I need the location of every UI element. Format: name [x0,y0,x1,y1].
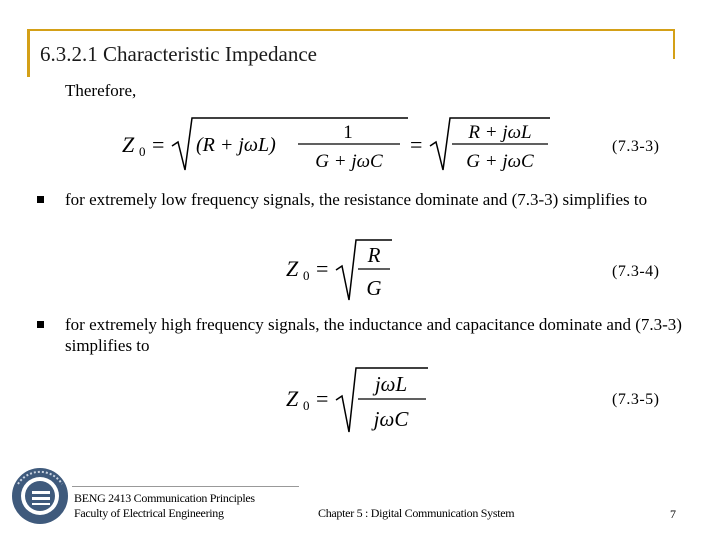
eq3-num: jωL [374,372,408,396]
eq1-frac2-den: G + jωC [466,151,534,172]
equation-7-3-5 [284,364,444,441]
footer-faculty: Faculty of Electrical Engineering [74,506,224,520]
eq3-z: Z [286,386,299,411]
footer-divider [72,486,299,487]
eq3-den: jωC [373,407,409,431]
bullet-marker [37,196,44,203]
eq2-den: G [366,276,382,300]
eq1-paren-term: (R + jωL) [196,134,276,156]
eq1-equals-1: = [152,132,165,157]
equation-7-3-4 [284,236,404,309]
intro-text: Therefore, [65,81,137,100]
footer-course-info [74,491,255,521]
equation-number-7-3-3: (7.3-3) [612,138,660,155]
equation-7-3-3 [118,114,558,181]
eq3-z-sub: 0 [303,398,310,413]
eq1-frac1-den: G + jωC [315,151,383,172]
eq2-z: Z [286,256,299,281]
slide-frame-left [27,29,30,77]
bullet-text-low-frequency: for extremely low frequency signals, the resistance dominate and (7.3-3) simplifies to [65,190,648,209]
footer-chapter: Chapter 5 : Digital Communication System [318,506,515,520]
eq1-frac2-num: R + jωL [468,122,532,143]
slide-frame-right [673,29,675,59]
equation-number-7-3-4: (7.3-4) [612,263,660,280]
eq1-z-sub: 0 [139,144,146,159]
eq1-z: Z [122,132,135,157]
equation-number-7-3-5: (7.3-5) [612,391,660,408]
eq2-z-sub: 0 [303,268,310,283]
eq3-equals: = [316,386,329,411]
bullet-marker [37,321,44,328]
eq2-num: R [367,243,381,267]
page-number: 7 [670,507,676,521]
eq1-frac1-num: 1 [343,122,353,143]
footer-course-title: BENG 2413 Communication Principles [74,491,255,505]
university-crest-logo [10,464,70,533]
eq2-equals: = [316,256,329,281]
slide-frame-top [27,29,675,31]
slide-title: 6.3.2.1 Characteristic Impedance [40,42,317,66]
eq1-equals-2: = [410,132,423,157]
bullet-text-high-frequency: for extremely high frequency signals, the inductance and capacitance dominate and (7.3-3) simplifies to [65,315,682,355]
